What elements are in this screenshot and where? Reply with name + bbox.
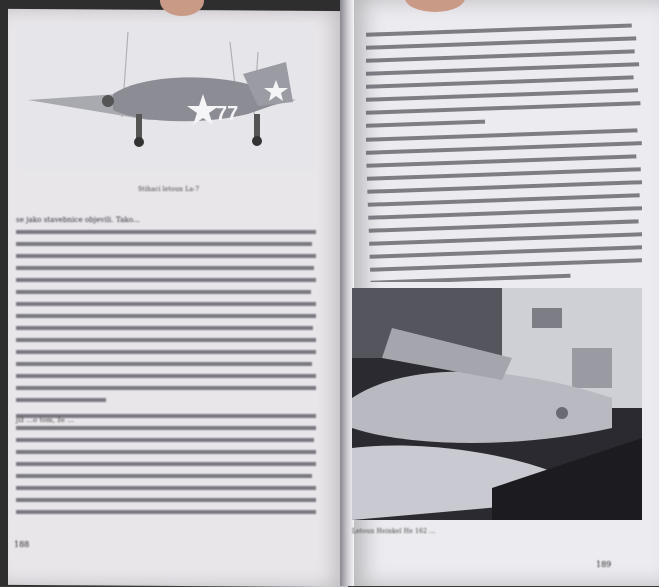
museum-aircraft-illustration [352, 288, 642, 520]
left-paragraph-1: se jako stavebnice objevili. Tako... [16, 215, 140, 224]
aircraft-marking: 77 [216, 103, 239, 125]
right-photo-caption: Letoun Heinkel He 162 ... [352, 528, 436, 535]
left-text-lines [16, 224, 316, 524]
right-body-text [366, 20, 642, 282]
right-text-lines [366, 20, 642, 282]
left-body-text [16, 214, 316, 534]
left-photo-caption: Stíhací letoun La-7 [138, 186, 200, 193]
exhibit-photo [352, 288, 642, 520]
left-page-number: 188 [14, 540, 30, 549]
fighter-plane-illustration [18, 22, 314, 172]
right-page-number: 189 [596, 560, 612, 569]
left-paragraph-2: již ...o tom, že ... [16, 416, 75, 424]
aircraft-photo [18, 22, 314, 172]
